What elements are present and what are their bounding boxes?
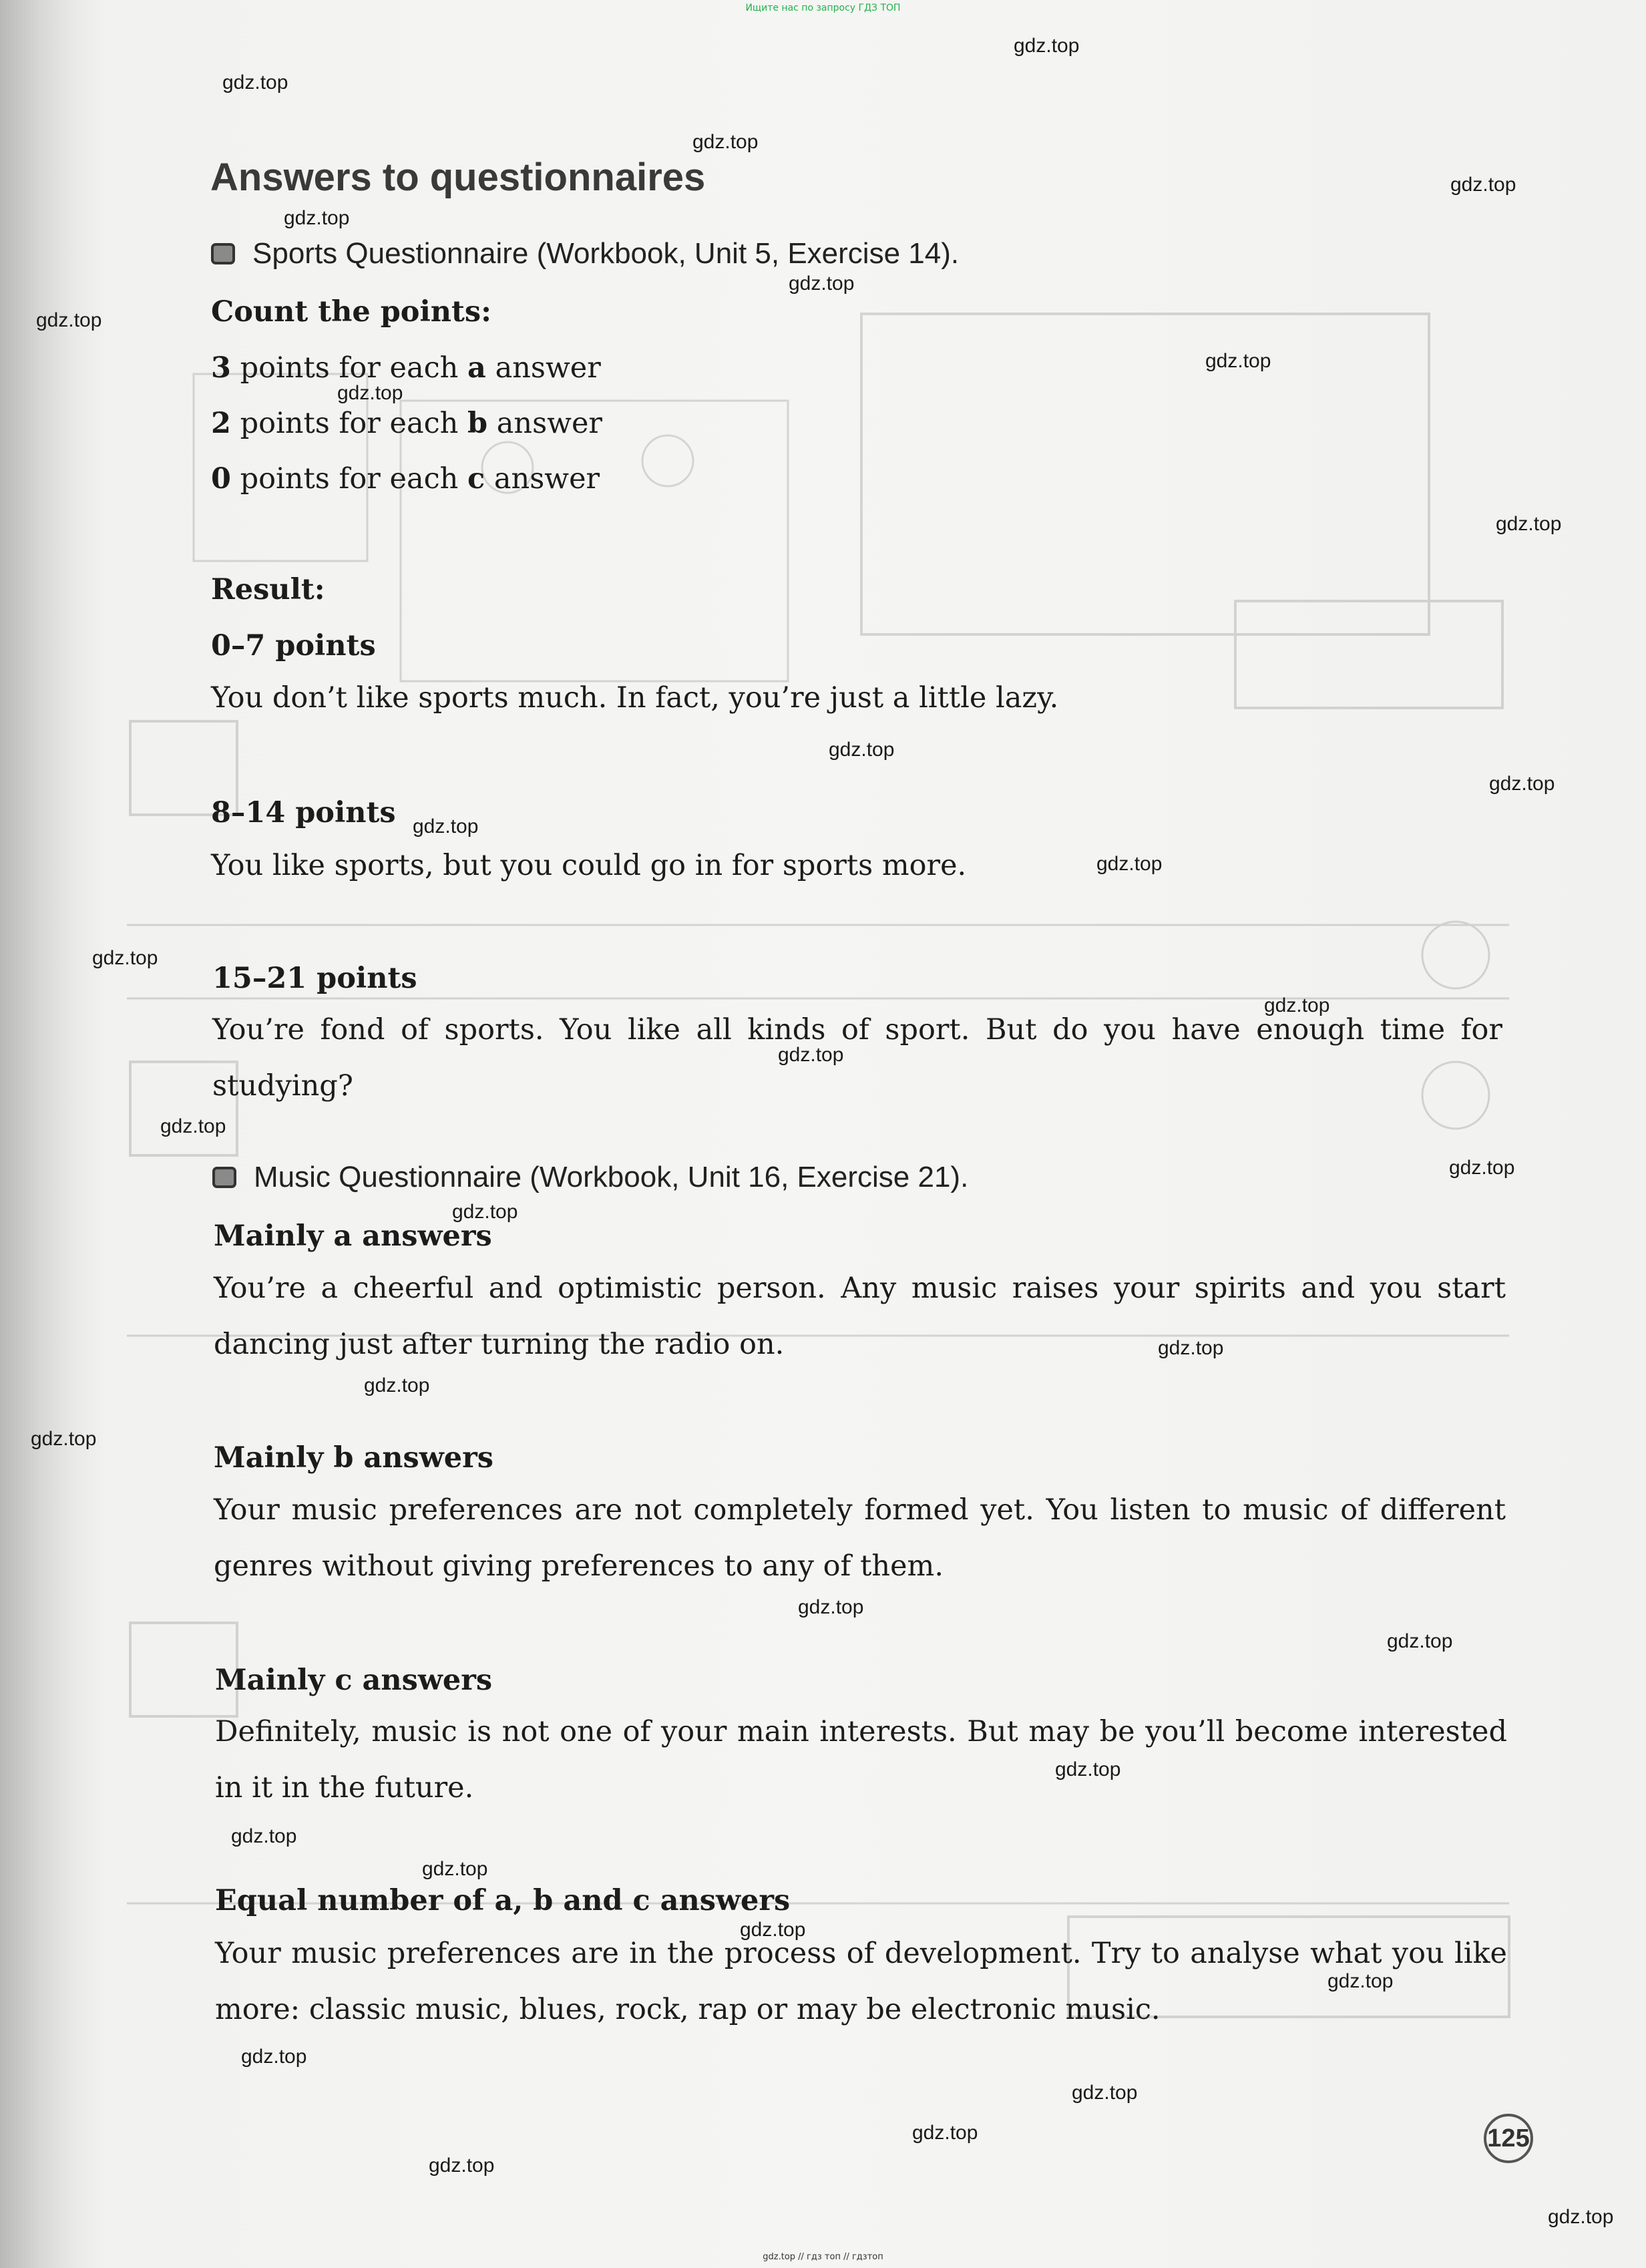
answer-letter: a xyxy=(467,351,486,385)
mainly-a-text: You’re a cheerful and optimistic person. Any music raises your spirits and you start dancing just after turning the radio on. xyxy=(214,1272,1506,1361)
page-number: 125 xyxy=(1484,2114,1533,2163)
music-questionnaire-heading xyxy=(212,1161,968,1194)
music-heading-text: Music Questionnaire (Workbook, Unit 16, Exercise 21). xyxy=(254,1161,969,1193)
result-range-3: 15–21 points xyxy=(212,962,417,995)
watermark: gdz.top xyxy=(241,2046,307,2068)
mainly-c-label: Mainly c answers xyxy=(215,1664,493,1697)
checkbox-icon xyxy=(212,1167,236,1188)
watermark: gdz.top xyxy=(284,207,350,229)
points-line-b xyxy=(211,407,602,440)
points-text: points for each xyxy=(230,407,468,440)
watermark: gdz.top xyxy=(1072,2082,1138,2104)
sports-heading-text: Sports Questionnaire (Workbook, Unit 5, Exercise 14). xyxy=(252,237,960,270)
watermark: gdz.top xyxy=(798,1596,864,1618)
watermark: gdz.top xyxy=(222,71,288,93)
watermark: gdz.top xyxy=(1014,35,1080,57)
watermark: gdz.top xyxy=(912,2122,978,2144)
watermark: gdz.top xyxy=(778,1044,844,1066)
watermark: gdz.top xyxy=(231,1825,297,1847)
result-text-3: You’re fond of sports. You like all kinds of sport. But do you have enough time for studying? xyxy=(212,1013,1502,1103)
mainly-b-text: Your music preferences are not completely formed yet. You listen to music of different genres without giving preferences to any of them. xyxy=(214,1493,1506,1583)
watermark: gdz.top xyxy=(1327,1970,1394,1992)
watermark: gdz.top xyxy=(789,272,855,295)
sports-questionnaire-heading xyxy=(211,237,959,270)
points-value: 3 xyxy=(211,351,231,385)
result-text-2: You like sports, but you could go in for sports more. xyxy=(211,849,967,882)
points-line-c xyxy=(211,462,600,496)
points-value: 2 xyxy=(211,407,231,440)
points-text: answer xyxy=(485,462,600,496)
watermark: gdz.top xyxy=(829,739,895,761)
watermark: gdz.top xyxy=(1449,1157,1515,1179)
watermark: gdz.top xyxy=(1496,513,1562,535)
watermark: gdz.top xyxy=(1205,350,1271,372)
count-points-label: Count the points: xyxy=(211,295,492,329)
watermark: gdz.top xyxy=(160,1115,226,1137)
result-text-1: You don’t like sports much. In fact, you’re just a little lazy. xyxy=(211,681,1059,715)
watermark: gdz.top xyxy=(36,309,102,331)
mainly-a-label: Mainly a answers xyxy=(214,1219,492,1253)
watermark: gdz.top xyxy=(740,1919,806,1941)
points-value: 0 xyxy=(211,462,231,496)
bottom-banner: gdz.top // гдз топ // гдзтоп xyxy=(763,2252,883,2262)
watermark: gdz.top xyxy=(692,131,759,153)
watermark: gdz.top xyxy=(429,2154,495,2177)
answer-letter: b xyxy=(467,407,488,440)
result-label: Result: xyxy=(211,573,325,606)
watermark: gdz.top xyxy=(1096,853,1163,875)
result-range-1: 0–7 points xyxy=(211,629,376,663)
points-text: answer xyxy=(487,407,602,440)
answer-letter: c xyxy=(467,462,485,496)
checkbox-icon xyxy=(211,243,235,264)
watermark: gdz.top xyxy=(337,382,403,404)
mainly-c-text: Definitely, music is not one of your main interests. But may be you’ll become interested in it in the future. xyxy=(215,1715,1507,1805)
watermark: gdz.top xyxy=(452,1201,518,1223)
watermark: gdz.top xyxy=(1158,1337,1224,1359)
points-line-a xyxy=(211,351,601,385)
watermark: gdz.top xyxy=(1489,773,1555,795)
watermark: gdz.top xyxy=(1264,994,1330,1016)
watermark: gdz.top xyxy=(92,947,158,969)
watermark: gdz.top xyxy=(413,815,479,837)
result-range-2: 8–14 points xyxy=(211,796,396,829)
top-banner: Ищите нас по запросу ГДЗ ТОП xyxy=(745,3,901,13)
points-text: answer xyxy=(485,351,601,385)
equal-answers-label: Equal number of a, b and c answers xyxy=(215,1884,791,1917)
watermark: gdz.top xyxy=(1450,174,1516,196)
page-title: Answers to questionnaires xyxy=(210,156,706,199)
watermark: gdz.top xyxy=(364,1374,430,1396)
watermark: gdz.top xyxy=(1055,1758,1121,1780)
watermark: gdz.top xyxy=(1387,1630,1453,1652)
watermark: gdz.top xyxy=(1548,2206,1614,2228)
watermark: gdz.top xyxy=(422,1858,488,1880)
mainly-b-label: Mainly b answers xyxy=(214,1441,493,1475)
points-text: points for each xyxy=(230,462,468,496)
points-text: points for each xyxy=(230,351,468,385)
equal-answers-text: Your music preferences are in the process of development. Try to analyse what you like more: classic music, blues, rock, rap or may be electronic music. xyxy=(215,1937,1507,2026)
watermark: gdz.top xyxy=(31,1428,97,1450)
